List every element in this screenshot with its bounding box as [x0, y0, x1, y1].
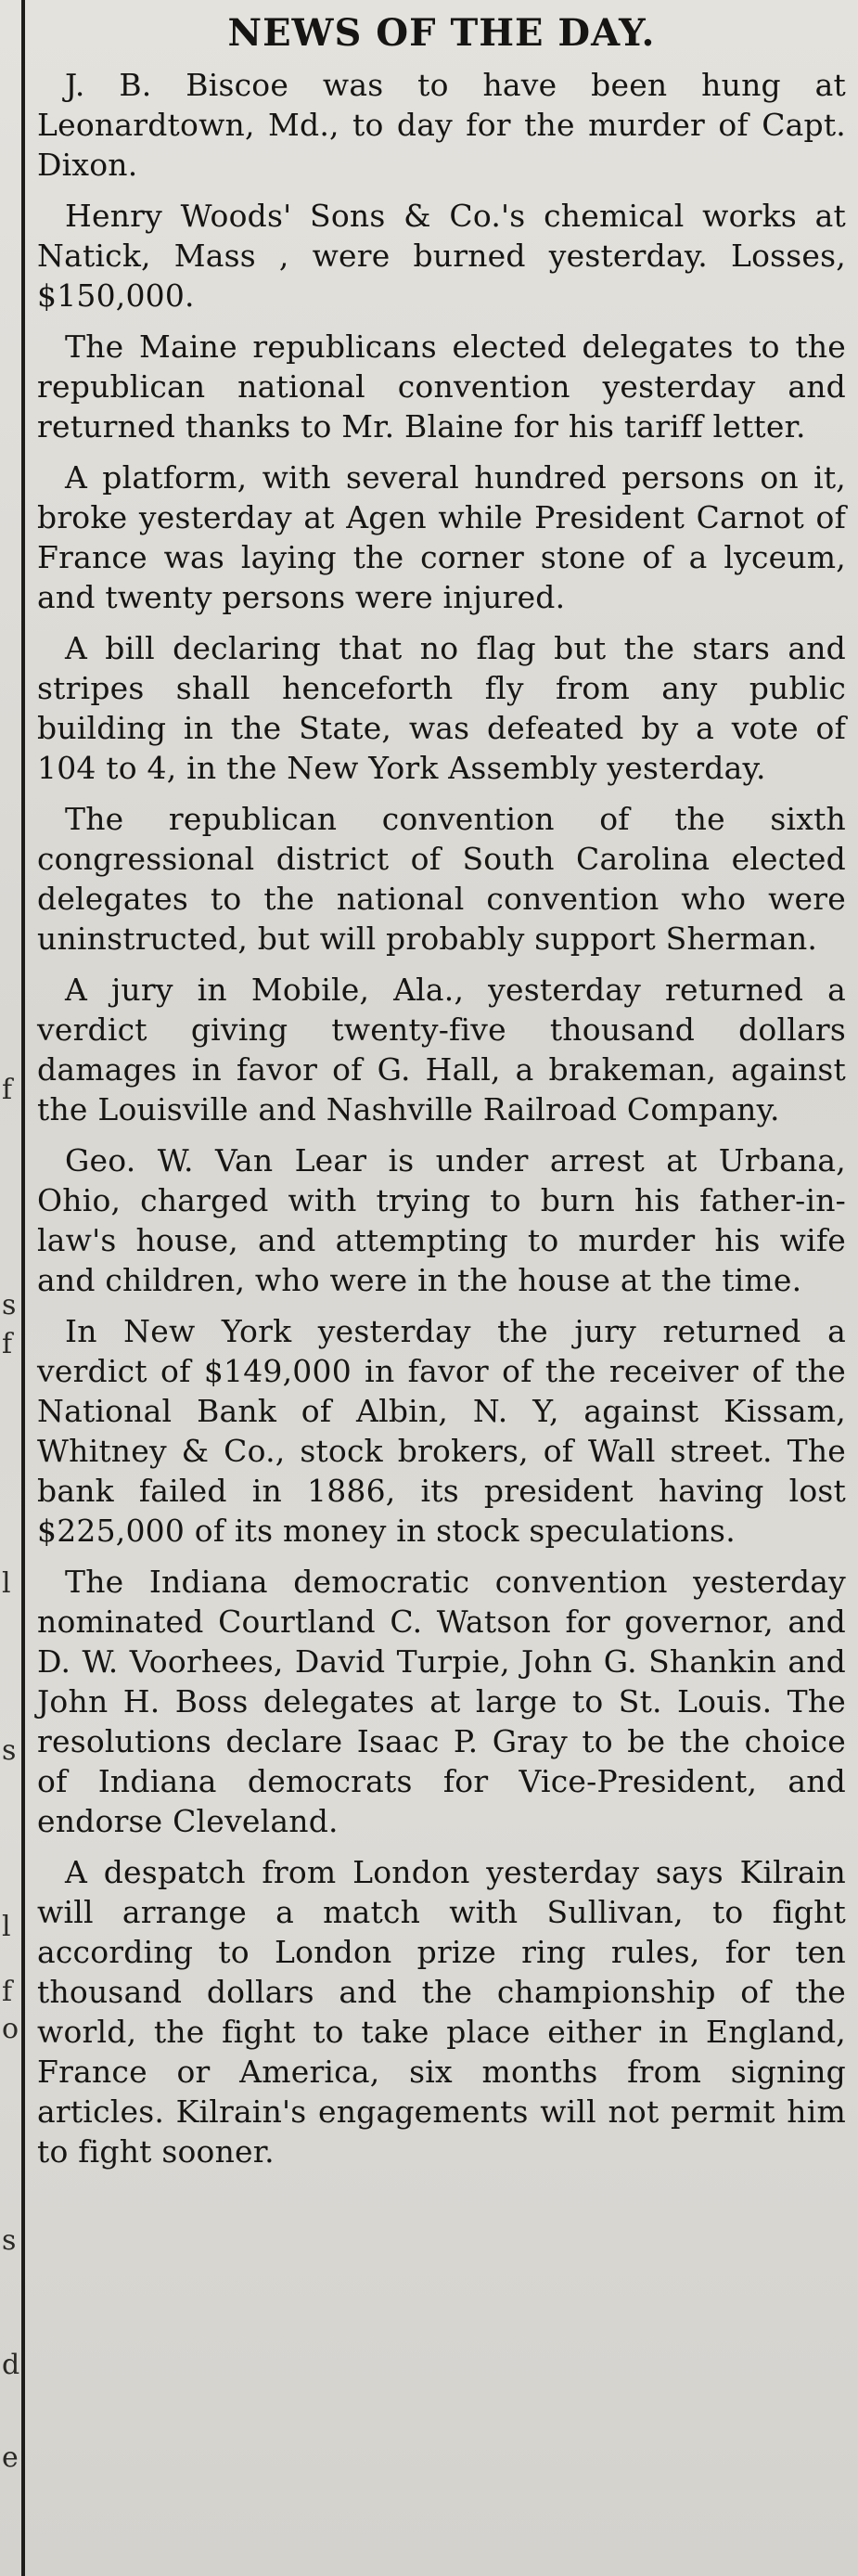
margin-fragment: s: [2, 2224, 17, 2257]
headline: NEWS OF THE DAY.: [227, 11, 656, 55]
margin-fragment: s: [2, 1289, 17, 1321]
news-item: A despatch from London yesterday says Kilrain will arrange a match with Sullivan, to fight according to London prize ring rules, for ten thousand dollars and the championship of the world, the fight to take place either in England, France or America, six months from signing articles. Kilrain's engagements will not permit him to fight sooner.: [37, 1854, 846, 2170]
margin-fragment: f: [2, 1074, 13, 1106]
margin-fragment: f: [2, 1328, 13, 1360]
margin-fragment: l: [2, 1567, 11, 1600]
column-rule: [21, 0, 25, 2576]
margin-fragment: e: [2, 2441, 19, 2474]
news-item: A bill declaring that no flag but the stars and stripes shall henceforth fly from any public building in the State, was defeated by a vote of 104 to 4, in the New York Assembly yesterday.: [37, 630, 846, 786]
margin-fragment: d: [2, 2349, 20, 2381]
news-column: [37, 6, 846, 2183]
news-item: In New York yesterday the jury returned a verdict of $149,000 in favor of the receiver of the National Bank of Albin, N. Y, against Kissam, Whitney & Co., stock brokers, of Wall street. The bank failed in 1886, its president having lost $225,000 of its money in stock speculations.: [37, 1313, 846, 1549]
adjacent-column-fragments: [0, 0, 20, 2576]
margin-fragment: f: [2, 1976, 13, 2008]
margin-fragment: s: [2, 1734, 17, 1767]
news-item: A platform, with several hundred persons on it, broke yesterday at Agen while President Carnot of France was laying the corner stone of a lyceum, and twenty persons were injured.: [37, 459, 846, 615]
news-item: Henry Woods' Sons & Co.'s chemical works at Natick, Mass , were burned yesterday. Losses, $150,000.: [37, 198, 846, 314]
news-item: J. B. Biscoe was to have been hung at Leonardtown, Md., to day for the murder of Capt. Dixon.: [37, 67, 846, 183]
margin-fragment: l: [2, 1911, 11, 1943]
news-item: The Maine republicans elected delegates to the republican national convention yesterday and returned thanks to Mr. Blaine for his tariff letter.: [37, 328, 846, 444]
news-item: The republican convention of the sixth congressional district of South Carolina elected delegates to the national convention who were uninstructed, but will probably support Sherman.: [37, 801, 846, 957]
news-item: The Indiana democratic convention yesterday nominated Courtland C. Watson for governor, and D. W. Voorhees, David Turpie, John G. Shankin and John H. Boss delegates at large to St. Louis. The resolutions declare Isaac P. Gray to be the choice of Indiana democrats for Vice-President, and endorse Cleveland.: [37, 1564, 846, 1839]
news-item: A jury in Mobile, Ala., yesterday returned a verdict giving twenty-five thousand dollars damages in favor of G. Hall, a brakeman, against the Louisville and Nashville Railroad Company.: [37, 972, 846, 1127]
margin-fragment: o: [2, 2013, 19, 2045]
news-item: Geo. W. Van Lear is under arrest at Urbana, Ohio, charged with trying to burn his father-in-law's house, and attempting to murder his wife and children, who were in the house at the time.: [37, 1142, 846, 1298]
